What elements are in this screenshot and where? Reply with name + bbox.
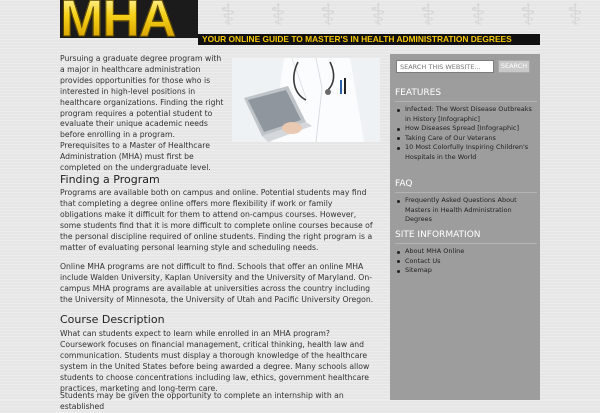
list-item[interactable] [395,257,537,267]
about-link[interactable]: About MHA Online [405,247,465,255]
features-heading: FEATURES [395,88,442,98]
tagline-bar [198,34,540,45]
finding-paragraph-1: Programs are available both on campus and online. Potential students may find that completing a degree online offers more flexibility if work or family obligations make it difficult for them to attend on-campus courses. However, some students find that it is more difficult to complete online courses because of the personal discipline required of online students. Finding the right program is a matter of evaluating personal learning style and scheduling needs. [60,188,373,252]
faq-list [395,196,537,225]
caduceus-icon: ⚕ [566,0,584,33]
faq-link[interactable]: Frequently Asked Questions About Masters in Health Administration Degrees [405,196,517,224]
hero-image [232,58,380,142]
divider [395,192,537,193]
list-item[interactable] [395,247,537,257]
contact-link[interactable]: Contact Us [405,256,441,265]
faq-heading: FAQ [395,179,413,189]
site-header [0,0,600,46]
search-button[interactable]: SEARCH [498,60,530,73]
site-logo[interactable]: MHA [60,0,175,38]
caduceus-icon: ⚕ [419,0,437,33]
course-description-heading: Course Description [60,313,165,326]
list-item[interactable] [395,196,537,225]
caduceus-icon: ⚕ [469,0,487,33]
site-information-list [395,247,537,276]
feature-link[interactable]: Infected: The Worst Disease Outbreaks in History [Infographic] [405,105,532,123]
caduceus-icon: ⚕ [519,0,537,33]
site-information-heading: SITE INFORMATION [395,230,481,240]
sidebar [390,54,540,400]
caduceus-icon: ⚕ [219,0,237,33]
divider [395,101,537,102]
finding-paragraph-2: Online MHA programs are not difficult to find. Schools that offer an online MHA include Walden University, Kaplan University and the University of Maryland. On-campus MHA programs are available at universities across the country including the University of Minnesota, the University of Utah and Pacific University Oregon. [60,262,374,304]
list-item[interactable] [395,266,537,276]
course-paragraph-1: What can students expect to learn while enrolled in an MHA program? Coursework focuses on financial management, critical thinking, health law and communication. Students must display a thorough knowledge of the healthcare system in the United States before being awarded a degree. Many schools allow students to choose concentrations including law, ethics, government healthcare practices, marketing and long-term care. [60,329,370,393]
search-input[interactable] [396,60,494,73]
course-paragraph-2: Students may be given the opportunity to complete an internship with an established [60,391,344,411]
intro-paragraph: Pursuing a graduate degree program with a major in healthcare administration provides opportunities for those who is interested in high-level positions in healthcare organizations. Finding the right program requires a potential student to evaluate their unique academic needs before enrolling in a program. Prerequisites to a Master of Healthcare Administration (MHA) must first be completed on the undergraduate level. [60,54,224,173]
caduceus-icon: ⚕ [269,0,287,33]
list-item[interactable] [395,143,537,162]
caduceus-icon: ⚕ [319,0,337,33]
caduceus-icon: ⚕ [369,0,387,33]
divider [395,243,537,244]
finding-program-heading: Finding a Program [60,173,160,186]
site-tagline: YOUR ONLINE GUIDE TO MASTER'S IN HEALTH ADMINISTRATION DEGREES [202,34,512,44]
list-item[interactable] [395,124,537,134]
list-item[interactable] [395,134,537,144]
feature-link[interactable]: 10 Most Colorfully Inspiring Children's Hospitals in the World [405,143,529,161]
feature-link[interactable]: How Diseases Spread [Infographic] [405,124,520,133]
feature-link[interactable]: Taking Care of Our Veterans [405,133,496,142]
sitemap-link[interactable]: Sitemap [405,266,432,275]
list-item[interactable] [395,105,537,124]
features-list [395,105,537,163]
doctor-laptop-illustration [232,58,380,142]
